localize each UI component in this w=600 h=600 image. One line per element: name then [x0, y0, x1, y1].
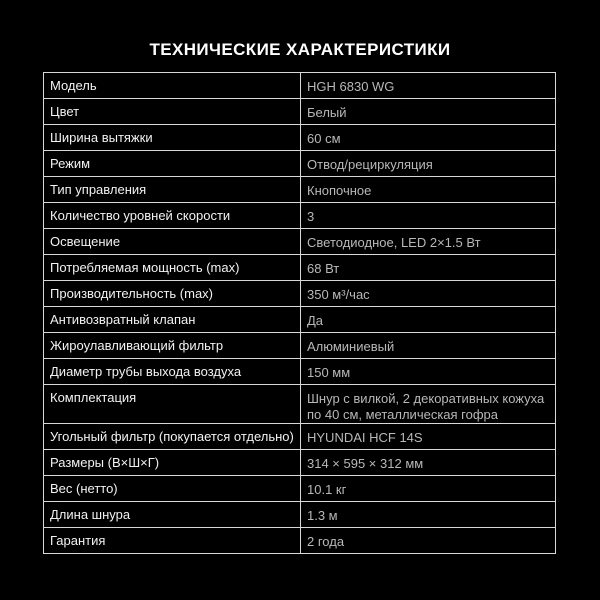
spec-value-color: Белый: [301, 99, 556, 125]
page-title: ТЕХНИЧЕСКИЕ ХАРАКТЕРИСТИКИ: [149, 40, 451, 59]
table-row: [44, 333, 556, 359]
spec-value-carbon-filter: HYUNDAI HCF 14S: [301, 424, 556, 450]
spec-value-width: 60 см: [301, 125, 556, 151]
table-row: [44, 359, 556, 385]
spec-value-mode: Отвод/рециркуляция: [301, 151, 556, 177]
table-row: [44, 528, 556, 554]
spec-label-dimensions: Размеры (В×Ш×Г): [44, 450, 301, 476]
spec-label-control-type: Тип управления: [44, 177, 301, 203]
table-row: [44, 281, 556, 307]
spec-value-pipe-diameter: 150 мм: [301, 359, 556, 385]
table-row: [44, 99, 556, 125]
table-row: [44, 502, 556, 528]
spec-label-model: Модель: [44, 73, 301, 99]
spec-label-pipe-diameter: Диаметр трубы выхода воздуха: [44, 359, 301, 385]
spec-label-warranty: Гарантия: [44, 528, 301, 554]
spec-label-weight: Вес (нетто): [44, 476, 301, 502]
spec-label-backflow-valve: Антивозвратный клапан: [44, 307, 301, 333]
table-row: [44, 177, 556, 203]
spec-value-weight: 10.1 кг: [301, 476, 556, 502]
spec-label-color: Цвет: [44, 99, 301, 125]
table-row: [44, 73, 556, 99]
spec-value-backflow-valve: Да: [301, 307, 556, 333]
spec-value-package-contents: Шнур с вилкой, 2 декоративных кожуха по 40 см, металлическая гофра: [301, 385, 556, 424]
spec-value-model: HGH 6830 WG: [301, 73, 556, 99]
spec-value-cord-length: 1.3 м: [301, 502, 556, 528]
spec-label-mode: Режим: [44, 151, 301, 177]
spec-label-carbon-filter: Угольный фильтр (покупается отдельно): [44, 424, 301, 450]
spec-label-width: Ширина вытяжки: [44, 125, 301, 151]
spec-value-dimensions: 314 × 595 × 312 мм: [301, 450, 556, 476]
table-row: [44, 125, 556, 151]
table-row: [44, 476, 556, 502]
spec-value-control-type: Кнопочное: [301, 177, 556, 203]
spec-value-lighting: Светодиодное, LED 2×1.5 Вт: [301, 229, 556, 255]
table-row: [44, 151, 556, 177]
table-row: [44, 203, 556, 229]
table-row: [44, 450, 556, 476]
spec-label-lighting: Освещение: [44, 229, 301, 255]
spec-label-package-contents: Комплектация: [44, 385, 301, 424]
spec-label-cord-length: Длина шнура: [44, 502, 301, 528]
spec-value-performance: 350 м³/час: [301, 281, 556, 307]
spec-label-performance: Производительность (max): [44, 281, 301, 307]
spec-label-power: Потребляемая мощность (max): [44, 255, 301, 281]
spec-value-grease-filter: Алюминиевый: [301, 333, 556, 359]
table-row: [44, 424, 556, 450]
table-row: [44, 307, 556, 333]
specifications-table: [43, 72, 556, 554]
table-row: [44, 385, 556, 424]
table-row: [44, 255, 556, 281]
spec-value-power: 68 Вт: [301, 255, 556, 281]
spec-value-warranty: 2 года: [301, 528, 556, 554]
spec-label-grease-filter: Жироулавливающий фильтр: [44, 333, 301, 359]
table-row: [44, 229, 556, 255]
spec-value-speed-levels: 3: [301, 203, 556, 229]
spec-label-speed-levels: Количество уровней скорости: [44, 203, 301, 229]
